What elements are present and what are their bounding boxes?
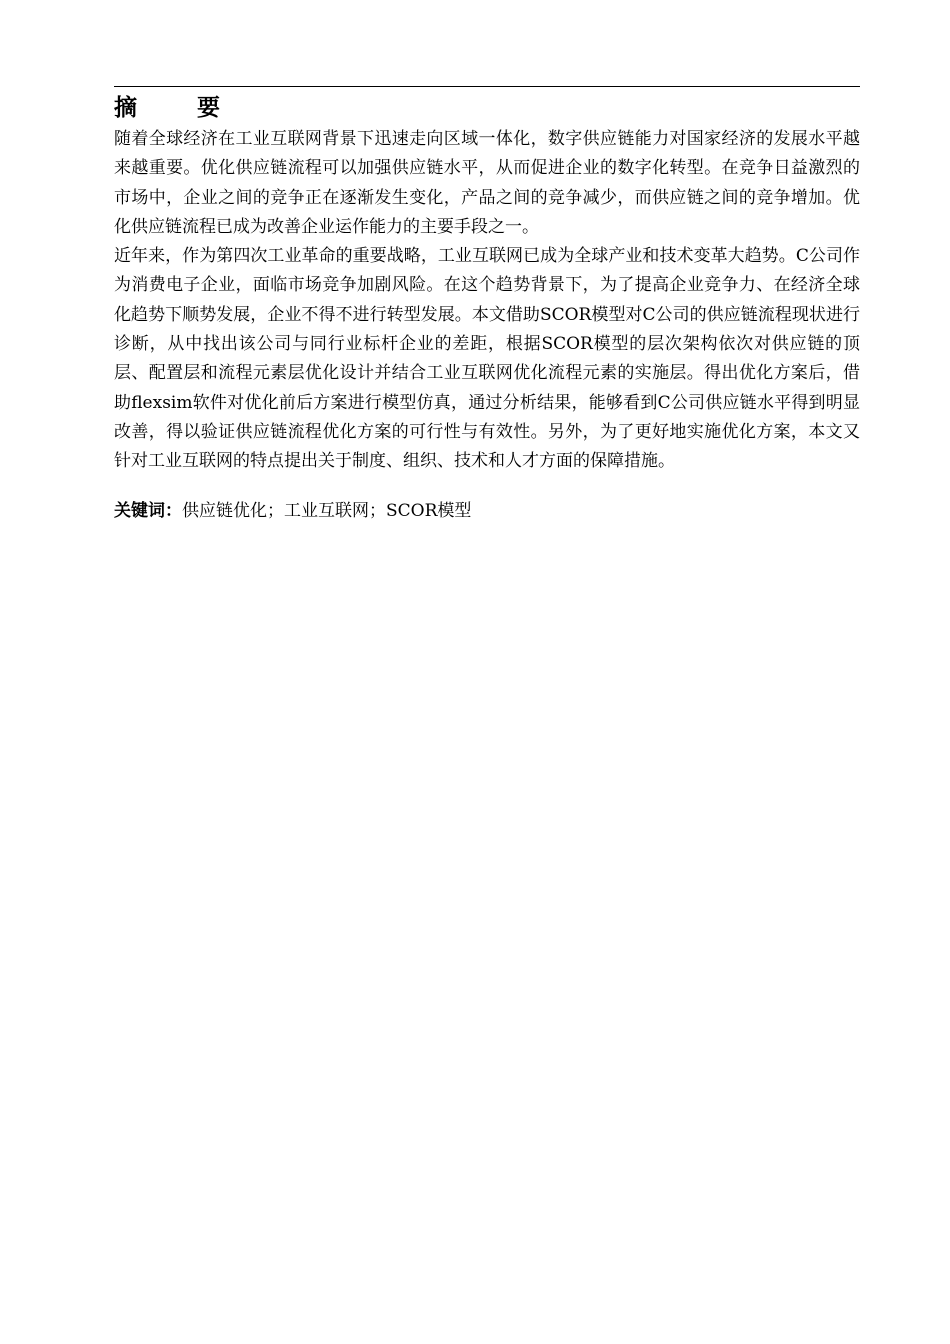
keywords-label: 关键词： xyxy=(114,500,182,521)
header-rule xyxy=(114,86,860,87)
keywords-text: 供应链优化；工业互联网；SCOR模型 xyxy=(182,500,472,521)
keywords-line xyxy=(114,497,860,526)
abstract-paragraph-2: 近年来，作为第四次工业革命的重要战略，工业互联网已成为全球产业和技术变革大趋势。C公司作为消费电子企业，面临市场竞争加剧风险。在这个趋势背景下，为了提高企业竞争力、在经济全球化趋势下顺势发展，企业不得不进行转型发展。本文借助SCOR模型对C公司的供应链流程现状进行诊断，从中找出该公司与同行业标杆企业的差距，根据SCOR模型的层次架构依次对供应链的顶层、配置层和流程元素层优化设计并结合工业互联网优化流程元素的实施层。得出优化方案后，借助flexsim软件对优化前后方案进行模型仿真，通过分析结果，能够看到C公司供应链水平得到明显改善，得以验证供应链流程优化方案的可行性与有效性。另外，为了更好地实施优化方案，本文又针对工业互联网的特点提出关于制度、组织、技术和人才方面的保障措施。 xyxy=(114,246,860,472)
abstract-paragraph-1: 随着全球经济在工业互联网背景下迅速走向区域一体化，数字供应链能力对国家经济的发展水平越来越重要。优化供应链流程可以加强供应链水平，从而促进企业的数字化转型。在竞争日益激烈的市场中，企业之间的竞争正在逐渐发生变化，产品之间的竞争减少，而供应链之间的竞争增加。优化供应链流程已成为改善企业运作能力的主要手段之一。 xyxy=(114,129,860,237)
abstract-page xyxy=(114,86,860,526)
abstract-heading: 摘 要 xyxy=(114,95,247,121)
